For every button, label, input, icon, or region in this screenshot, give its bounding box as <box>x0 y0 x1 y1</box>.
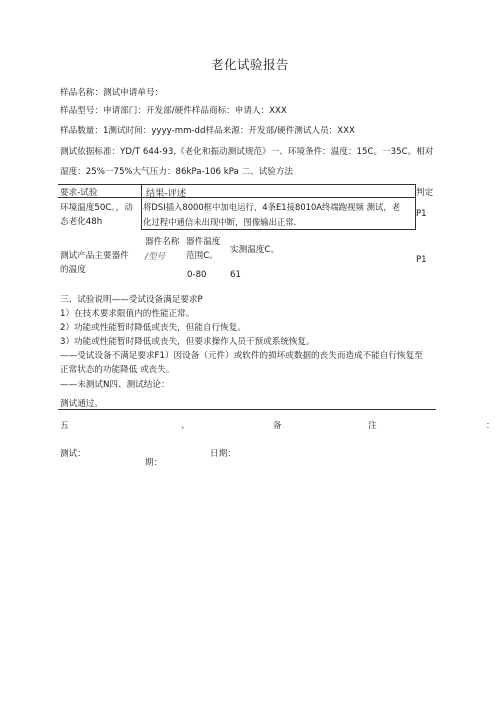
remarks-char-5: 五 <box>60 421 69 431</box>
row1-requirement-a: 环境温度50C。，动 <box>60 203 133 213</box>
explanation-fail-a: ——受试设备不满足要求F1）因设备（元件）或软件的损坏或数据的丧失而造成不能自行恢复至 <box>60 351 423 361</box>
table-header-judgement: 判定 <box>416 188 434 198</box>
info-line-sample-model: 样品型号：申请部门：开发部/硬件样品商标：申请人：XXX <box>60 106 287 116</box>
table-col2-left-rule <box>141 184 142 229</box>
row2-requirement-a: 测试产品主要器件 <box>60 251 129 261</box>
temp-range-label-a: 器件温度 <box>186 237 221 247</box>
tester-label: 测试： <box>60 449 86 459</box>
remarks-char-bei: 备 <box>273 421 282 431</box>
conclusion-text: 测试通过。 <box>60 399 103 409</box>
info-line-standard: 测试依据标准：YD/T 644-93,《老化和振动测试规范》一、环境条件：温度：15C。一35C。相对 <box>60 147 434 157</box>
table-header-requirement: 要求-试验 <box>60 188 98 198</box>
measured-temp-value: 61 <box>230 270 241 280</box>
row1-result-b: 化过程中通信未出现中断，图像输出正常. <box>143 217 297 227</box>
info-line-humidity: 湿度：25%一75%大气压力：86kPa-106 kPa 二、试验方法 <box>60 167 294 177</box>
report-title: 老化试验报告 <box>210 57 289 72</box>
info-line-sample-quantity: 样品数量：1测试时间：yyyy-mm-dd样品来源：开发部/硬件测试人员：XXX <box>60 126 355 136</box>
temp-range-value: 0-80 <box>187 270 207 280</box>
row1-judgement: P1 <box>416 209 427 219</box>
explanation-item-2: 2）功能或性能暂时降低或丧失，但能自行恢复。 <box>60 323 246 333</box>
row1-requirement-b: 态老化48h <box>60 217 103 227</box>
table-header-rule <box>58 197 416 198</box>
remarks-char-zhu: 注 <box>368 421 377 431</box>
measured-temp-label: 实测温度C。 <box>230 245 279 255</box>
device-name-label: 器件名称 <box>145 237 180 247</box>
row1-result-a: 将DSI插入8000框中加电运行，4条E1接8010A终端跑视频 测试，老 <box>143 202 401 212</box>
remarks-char-colon: ： <box>486 421 495 431</box>
explanation-heading: 三、试验说明——受试设备满足要求P <box>60 295 203 305</box>
info-line-sample-name: 样品名称：测试申请单号： <box>60 88 164 98</box>
device-model-label: /型号 <box>145 252 166 262</box>
date-label: 日期： <box>210 449 236 459</box>
remarks-char-comma: 、 <box>181 421 190 431</box>
period-label: 期： <box>145 458 163 468</box>
row2-requirement-b: 的温度 <box>60 265 86 275</box>
row2-judgement: P1 <box>416 255 427 265</box>
temp-range-label-b: 范围C。 <box>186 251 218 261</box>
table-row1-bottom-rule <box>141 229 416 230</box>
explanation-item-1: 1）在技术要求限值内的性能正常。 <box>60 309 195 319</box>
explanation-item-3: 3）功能或性能暂时降低或丧失，但要求操作人员干预或系统恢复。 <box>60 337 315 347</box>
table-header-result: 结果-评述 <box>146 188 187 199</box>
table-top-rule <box>58 184 416 185</box>
remarks-rule <box>58 409 436 410</box>
conclusion-heading: ——未测试N四、测试结论： <box>60 380 170 390</box>
explanation-fail-b: 正常状态的功能降低 或丧失。 <box>60 365 175 375</box>
